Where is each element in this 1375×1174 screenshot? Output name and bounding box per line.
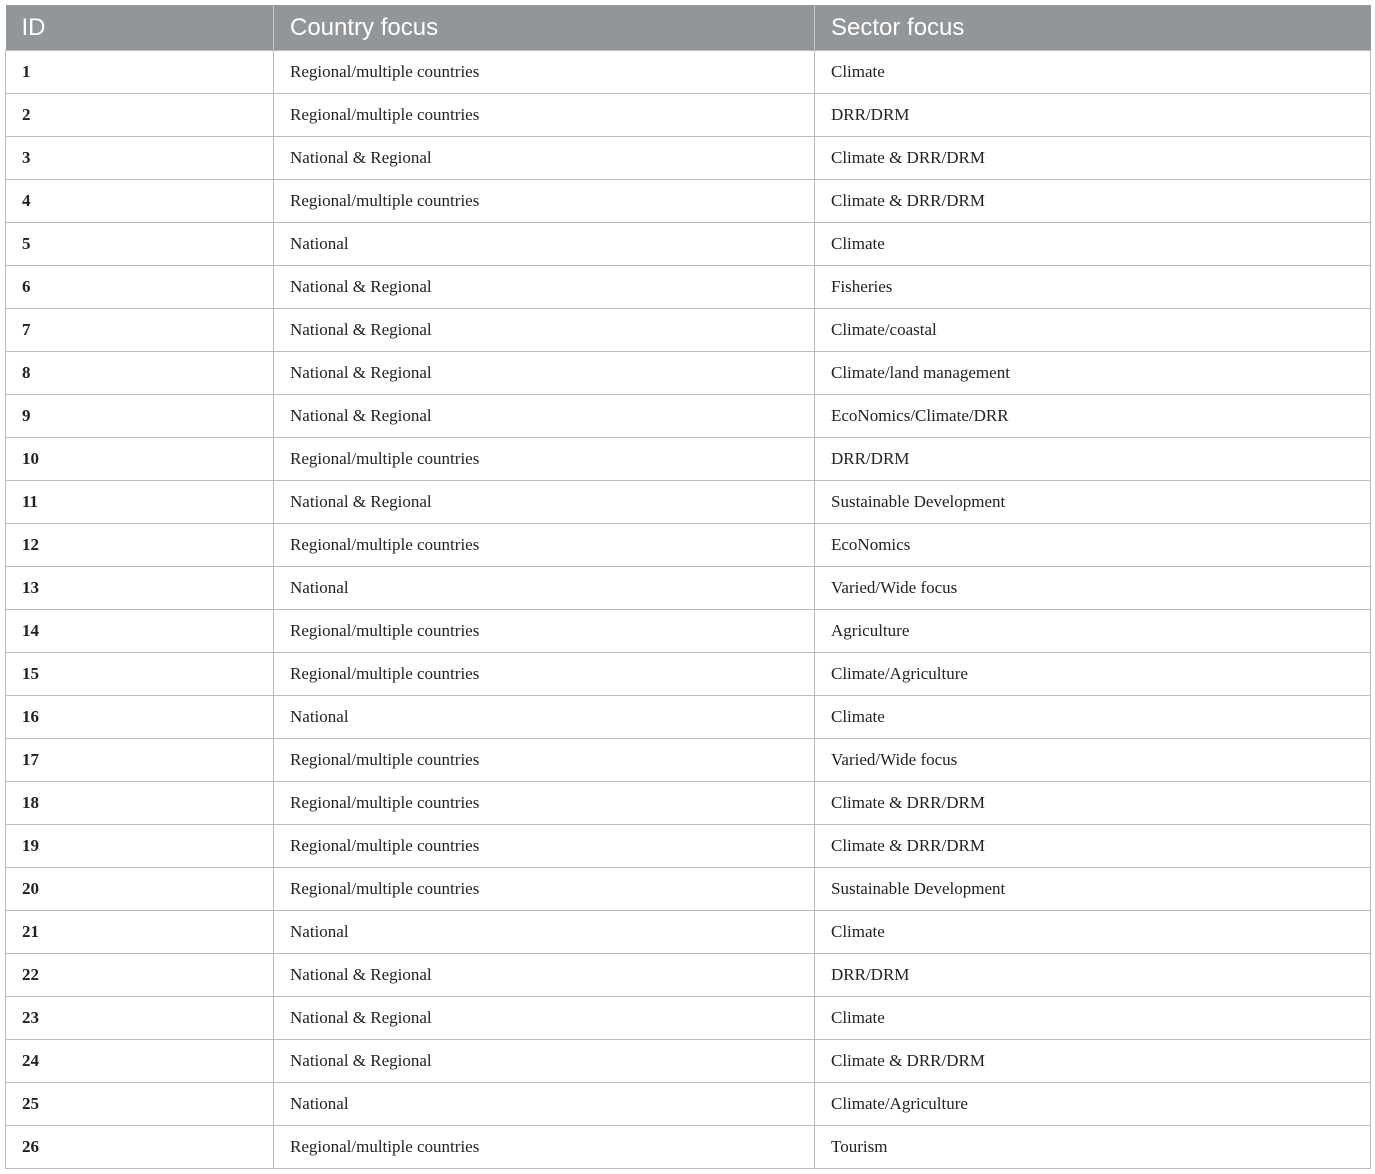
cell-sector-focus: Climate/Agriculture xyxy=(815,653,1371,696)
cell-country-focus: National & Regional xyxy=(274,954,815,997)
cell-country-focus: National xyxy=(274,911,815,954)
table-row xyxy=(6,954,1371,997)
cell-sector-focus: Climate & DRR/DRM xyxy=(815,782,1371,825)
cell-country-focus: Regional/multiple countries xyxy=(274,782,815,825)
table-row xyxy=(6,868,1371,911)
table-row xyxy=(6,610,1371,653)
cell-country-focus: National & Regional xyxy=(274,481,815,524)
cell-id: 6 xyxy=(6,266,274,309)
cell-country-focus: Regional/multiple countries xyxy=(274,94,815,137)
table-row xyxy=(6,997,1371,1040)
cell-sector-focus: Climate & DRR/DRM xyxy=(815,825,1371,868)
cell-sector-focus: Agriculture xyxy=(815,610,1371,653)
cell-id: 17 xyxy=(6,739,274,782)
cell-country-focus: National xyxy=(274,567,815,610)
cell-country-focus: Regional/multiple countries xyxy=(274,180,815,223)
cell-id: 15 xyxy=(6,653,274,696)
data-table xyxy=(5,5,1371,1169)
cell-country-focus: National & Regional xyxy=(274,352,815,395)
cell-sector-focus: Climate xyxy=(815,51,1371,94)
cell-sector-focus: Climate xyxy=(815,911,1371,954)
table-row xyxy=(6,825,1371,868)
cell-sector-focus: Climate & DRR/DRM xyxy=(815,180,1371,223)
cell-country-focus: Regional/multiple countries xyxy=(274,524,815,567)
table-row xyxy=(6,739,1371,782)
cell-id: 14 xyxy=(6,610,274,653)
cell-sector-focus: Climate xyxy=(815,223,1371,266)
cell-sector-focus: EcoNomics xyxy=(815,524,1371,567)
cell-id: 23 xyxy=(6,997,274,1040)
cell-country-focus: National xyxy=(274,1083,815,1126)
cell-id: 18 xyxy=(6,782,274,825)
cell-country-focus: National & Regional xyxy=(274,395,815,438)
cell-sector-focus: DRR/DRM xyxy=(815,438,1371,481)
table-row xyxy=(6,352,1371,395)
table-row xyxy=(6,395,1371,438)
cell-sector-focus: Climate/land management xyxy=(815,352,1371,395)
table-row xyxy=(6,94,1371,137)
table-row xyxy=(6,266,1371,309)
cell-country-focus: Regional/multiple countries xyxy=(274,868,815,911)
header-sector-focus: Sector focus xyxy=(815,5,1371,51)
cell-sector-focus: Climate & DRR/DRM xyxy=(815,137,1371,180)
table-row xyxy=(6,782,1371,825)
cell-sector-focus: Climate & DRR/DRM xyxy=(815,1040,1371,1083)
cell-country-focus: National & Regional xyxy=(274,997,815,1040)
cell-id: 22 xyxy=(6,954,274,997)
cell-sector-focus: Climate xyxy=(815,997,1371,1040)
cell-id: 2 xyxy=(6,94,274,137)
cell-country-focus: Regional/multiple countries xyxy=(274,739,815,782)
cell-id: 20 xyxy=(6,868,274,911)
cell-id: 24 xyxy=(6,1040,274,1083)
table-row xyxy=(6,524,1371,567)
table-row xyxy=(6,51,1371,94)
table-row xyxy=(6,309,1371,352)
cell-country-focus: Regional/multiple countries xyxy=(274,825,815,868)
cell-id: 1 xyxy=(6,51,274,94)
cell-country-focus: National & Regional xyxy=(274,309,815,352)
cell-country-focus: National & Regional xyxy=(274,137,815,180)
cell-sector-focus: Climate/coastal xyxy=(815,309,1371,352)
table-row xyxy=(6,653,1371,696)
cell-sector-focus: Climate/Agriculture xyxy=(815,1083,1371,1126)
cell-id: 19 xyxy=(6,825,274,868)
table-row xyxy=(6,180,1371,223)
cell-id: 4 xyxy=(6,180,274,223)
cell-sector-focus: Fisheries xyxy=(815,266,1371,309)
cell-country-focus: Regional/multiple countries xyxy=(274,610,815,653)
cell-sector-focus: Climate xyxy=(815,696,1371,739)
cell-id: 10 xyxy=(6,438,274,481)
cell-id: 26 xyxy=(6,1126,274,1169)
cell-id: 21 xyxy=(6,911,274,954)
cell-sector-focus: Varied/Wide focus xyxy=(815,567,1371,610)
cell-id: 7 xyxy=(6,309,274,352)
table-row xyxy=(6,481,1371,524)
cell-sector-focus: Tourism xyxy=(815,1126,1371,1169)
cell-id: 16 xyxy=(6,696,274,739)
cell-sector-focus: DRR/DRM xyxy=(815,94,1371,137)
cell-country-focus: Regional/multiple countries xyxy=(274,438,815,481)
table-row xyxy=(6,696,1371,739)
table-row xyxy=(6,438,1371,481)
table-row xyxy=(6,1126,1371,1169)
table-row xyxy=(6,223,1371,266)
cell-sector-focus: DRR/DRM xyxy=(815,954,1371,997)
data-table-container xyxy=(5,5,1370,1169)
cell-country-focus: National xyxy=(274,696,815,739)
header-country-focus: Country focus xyxy=(274,5,815,51)
cell-country-focus: National & Regional xyxy=(274,1040,815,1083)
cell-sector-focus: Sustainable Development xyxy=(815,868,1371,911)
cell-id: 13 xyxy=(6,567,274,610)
table-row xyxy=(6,567,1371,610)
cell-country-focus: Regional/multiple countries xyxy=(274,653,815,696)
table-body xyxy=(6,51,1371,1169)
cell-country-focus: National xyxy=(274,223,815,266)
cell-country-focus: Regional/multiple countries xyxy=(274,51,815,94)
table-row xyxy=(6,137,1371,180)
cell-id: 25 xyxy=(6,1083,274,1126)
cell-id: 8 xyxy=(6,352,274,395)
cell-country-focus: National & Regional xyxy=(274,266,815,309)
cell-id: 5 xyxy=(6,223,274,266)
cell-sector-focus: EcoNomics/Climate/DRR xyxy=(815,395,1371,438)
cell-id: 12 xyxy=(6,524,274,567)
table-row xyxy=(6,1040,1371,1083)
header-id: ID xyxy=(6,5,274,51)
cell-sector-focus: Varied/Wide focus xyxy=(815,739,1371,782)
cell-sector-focus: Sustainable Development xyxy=(815,481,1371,524)
cell-id: 9 xyxy=(6,395,274,438)
cell-country-focus: Regional/multiple countries xyxy=(274,1126,815,1169)
table-header xyxy=(6,5,1371,51)
cell-id: 11 xyxy=(6,481,274,524)
header-row xyxy=(6,5,1371,51)
cell-id: 3 xyxy=(6,137,274,180)
table-row xyxy=(6,1083,1371,1126)
table-row xyxy=(6,911,1371,954)
